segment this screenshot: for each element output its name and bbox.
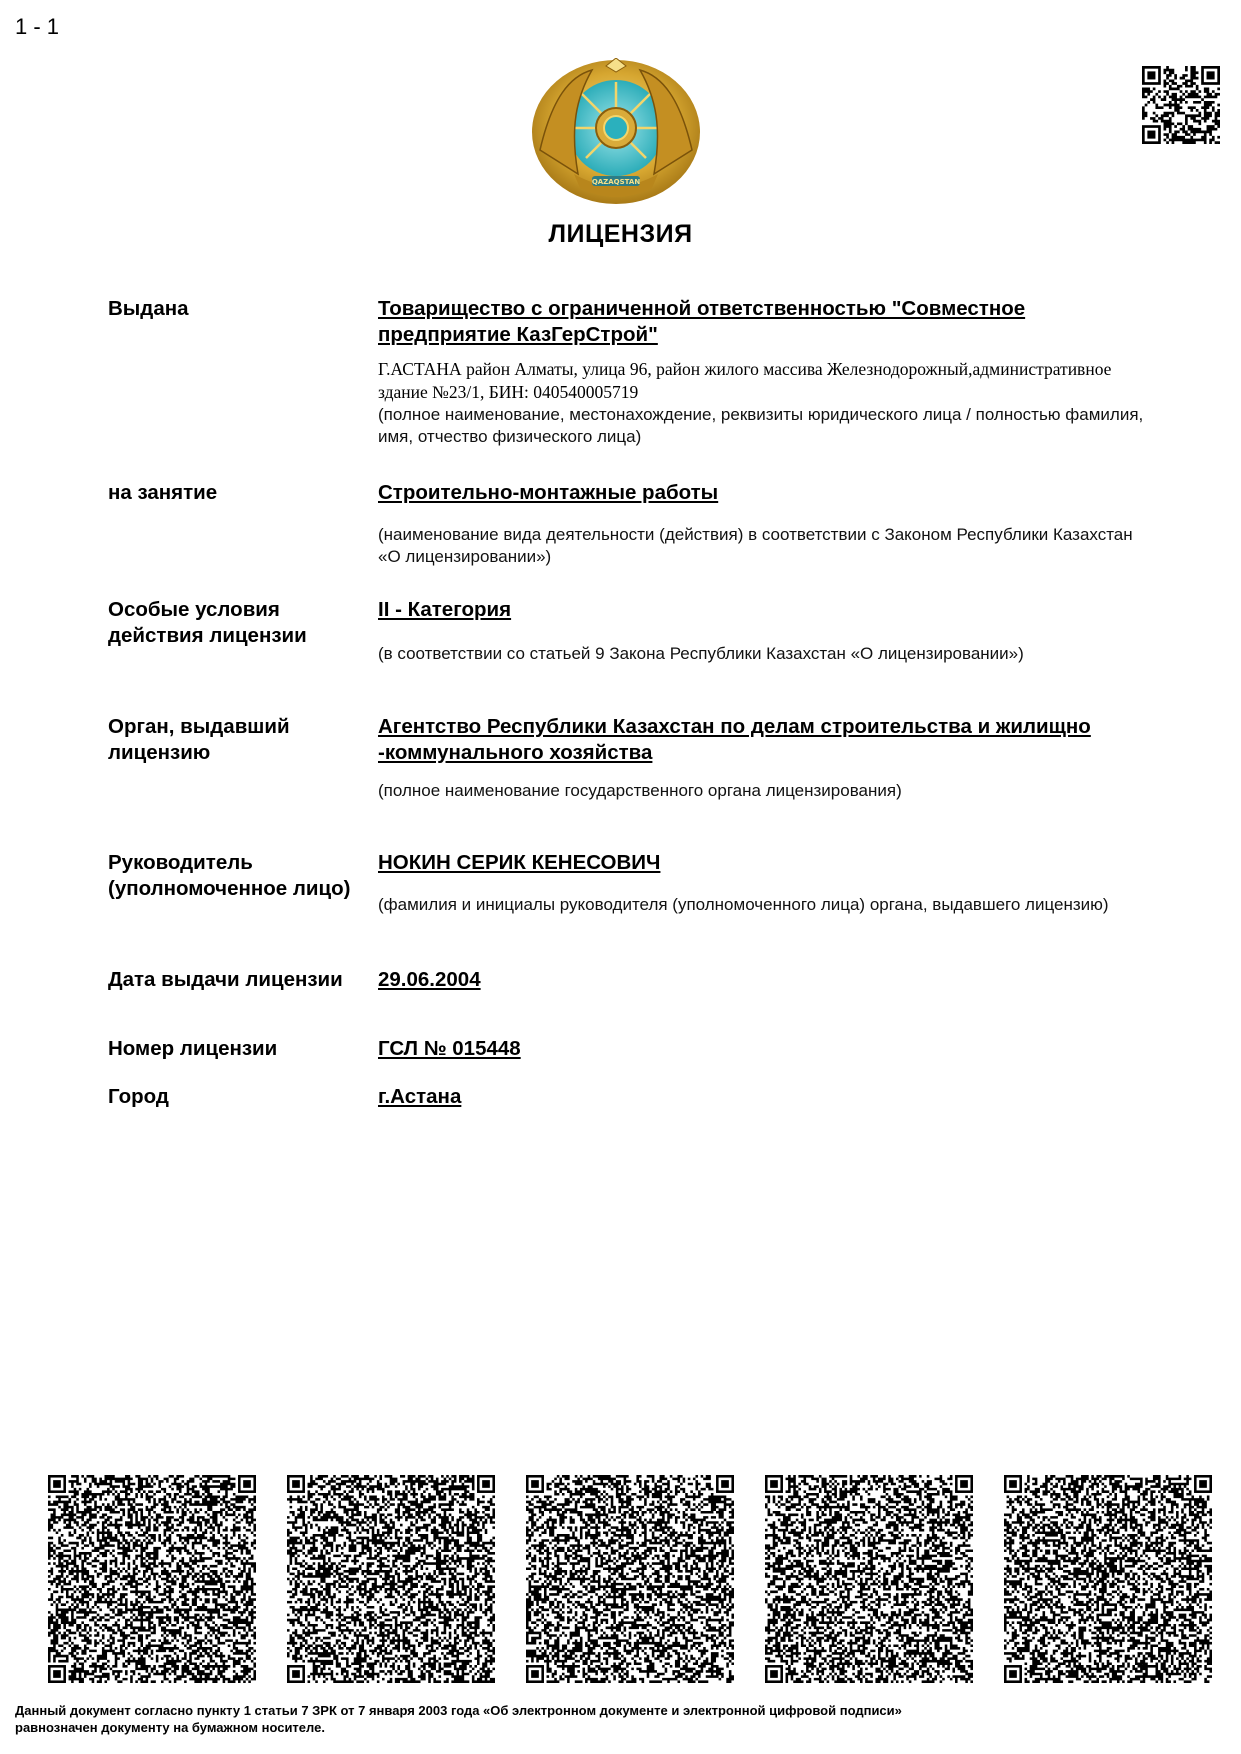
qr-code-icon (765, 1475, 973, 1683)
legal-footer (15, 1702, 1215, 1736)
qr-code-icon (48, 1475, 256, 1683)
head-name: НОКИН СЕРИК КЕНЕСОВИЧ (378, 851, 661, 874)
footer-line: равнозначен документу на бумажном носителе. (15, 1720, 325, 1735)
svg-text:QAZAQSTAN: QAZAQSTAN (591, 178, 641, 186)
license-number-value: ГСЛ № 015448 (378, 1037, 521, 1060)
document-title: ЛИЦЕНЗИЯ (548, 220, 693, 248)
city-value: г.Астана (378, 1085, 462, 1108)
kazakhstan-state-emblem-icon (530, 58, 702, 206)
field-hint: (фамилия и инициалы руководителя (уполномоченного лица) органа, выдавшего лицензию) (378, 895, 1109, 914)
authority-value: Агентство Республики Казахстан по делам строительства и жилищно -коммунального хозяйства (378, 715, 1091, 764)
field-label: Особые условия действия лицензии (108, 598, 307, 647)
signature-qr-codes (0, 1475, 1241, 1683)
field-hint: (наименование вида деятельности (действия) в соответствии с Законом Республики Казахстан «О лицензировании») (378, 525, 1133, 566)
qr-code-icon (1004, 1475, 1212, 1683)
field-hint: (в соответствии со статьей 9 Закона Республики Казахстан «О лицензировании») (378, 644, 1024, 663)
qr-code-icon (287, 1475, 495, 1683)
issue-date-value: 29.06.2004 (378, 968, 481, 991)
category-value: II - Категория (378, 598, 512, 621)
field-label: Выдана (108, 297, 189, 320)
qr-code-icon (1142, 66, 1220, 146)
field-label: Номер лицензии (108, 1037, 278, 1060)
organization-address: Г.АСТАНА район Алматы, улица 96, район жилого массива Железнодорожный,административное здание №23/1, БИН: 040540005719 (378, 359, 1112, 402)
field-hint: (полное наименование, местонахождение, реквизиты юридического лица / полностью фамилия, имя, отчество физического лица) (378, 405, 1144, 446)
field-label: Орган, выдавший лицензию (108, 715, 290, 764)
field-label: Руководитель (уполномоченное лицо) (108, 851, 351, 900)
field-label: Дата выдачи лицензии (108, 968, 343, 991)
page-number: 1 - 1 (15, 14, 60, 39)
qr-code-icon (526, 1475, 734, 1683)
organization-name: Товарищество с ограниченной ответственностью "Совместное предприятие КазГерСтрой" (378, 297, 1026, 346)
field-label: Город (108, 1085, 169, 1108)
activity-value: Строительно-монтажные работы (378, 481, 719, 504)
field-hint: (полное наименование государственного органа лицензирования) (378, 781, 902, 800)
footer-line: Данный документ согласно пункту 1 статьи 7 ЗРК от 7 января 2003 года «Об электронном документе и электронной цифровой подписи» (15, 1703, 902, 1718)
field-label: на занятие (108, 481, 218, 504)
